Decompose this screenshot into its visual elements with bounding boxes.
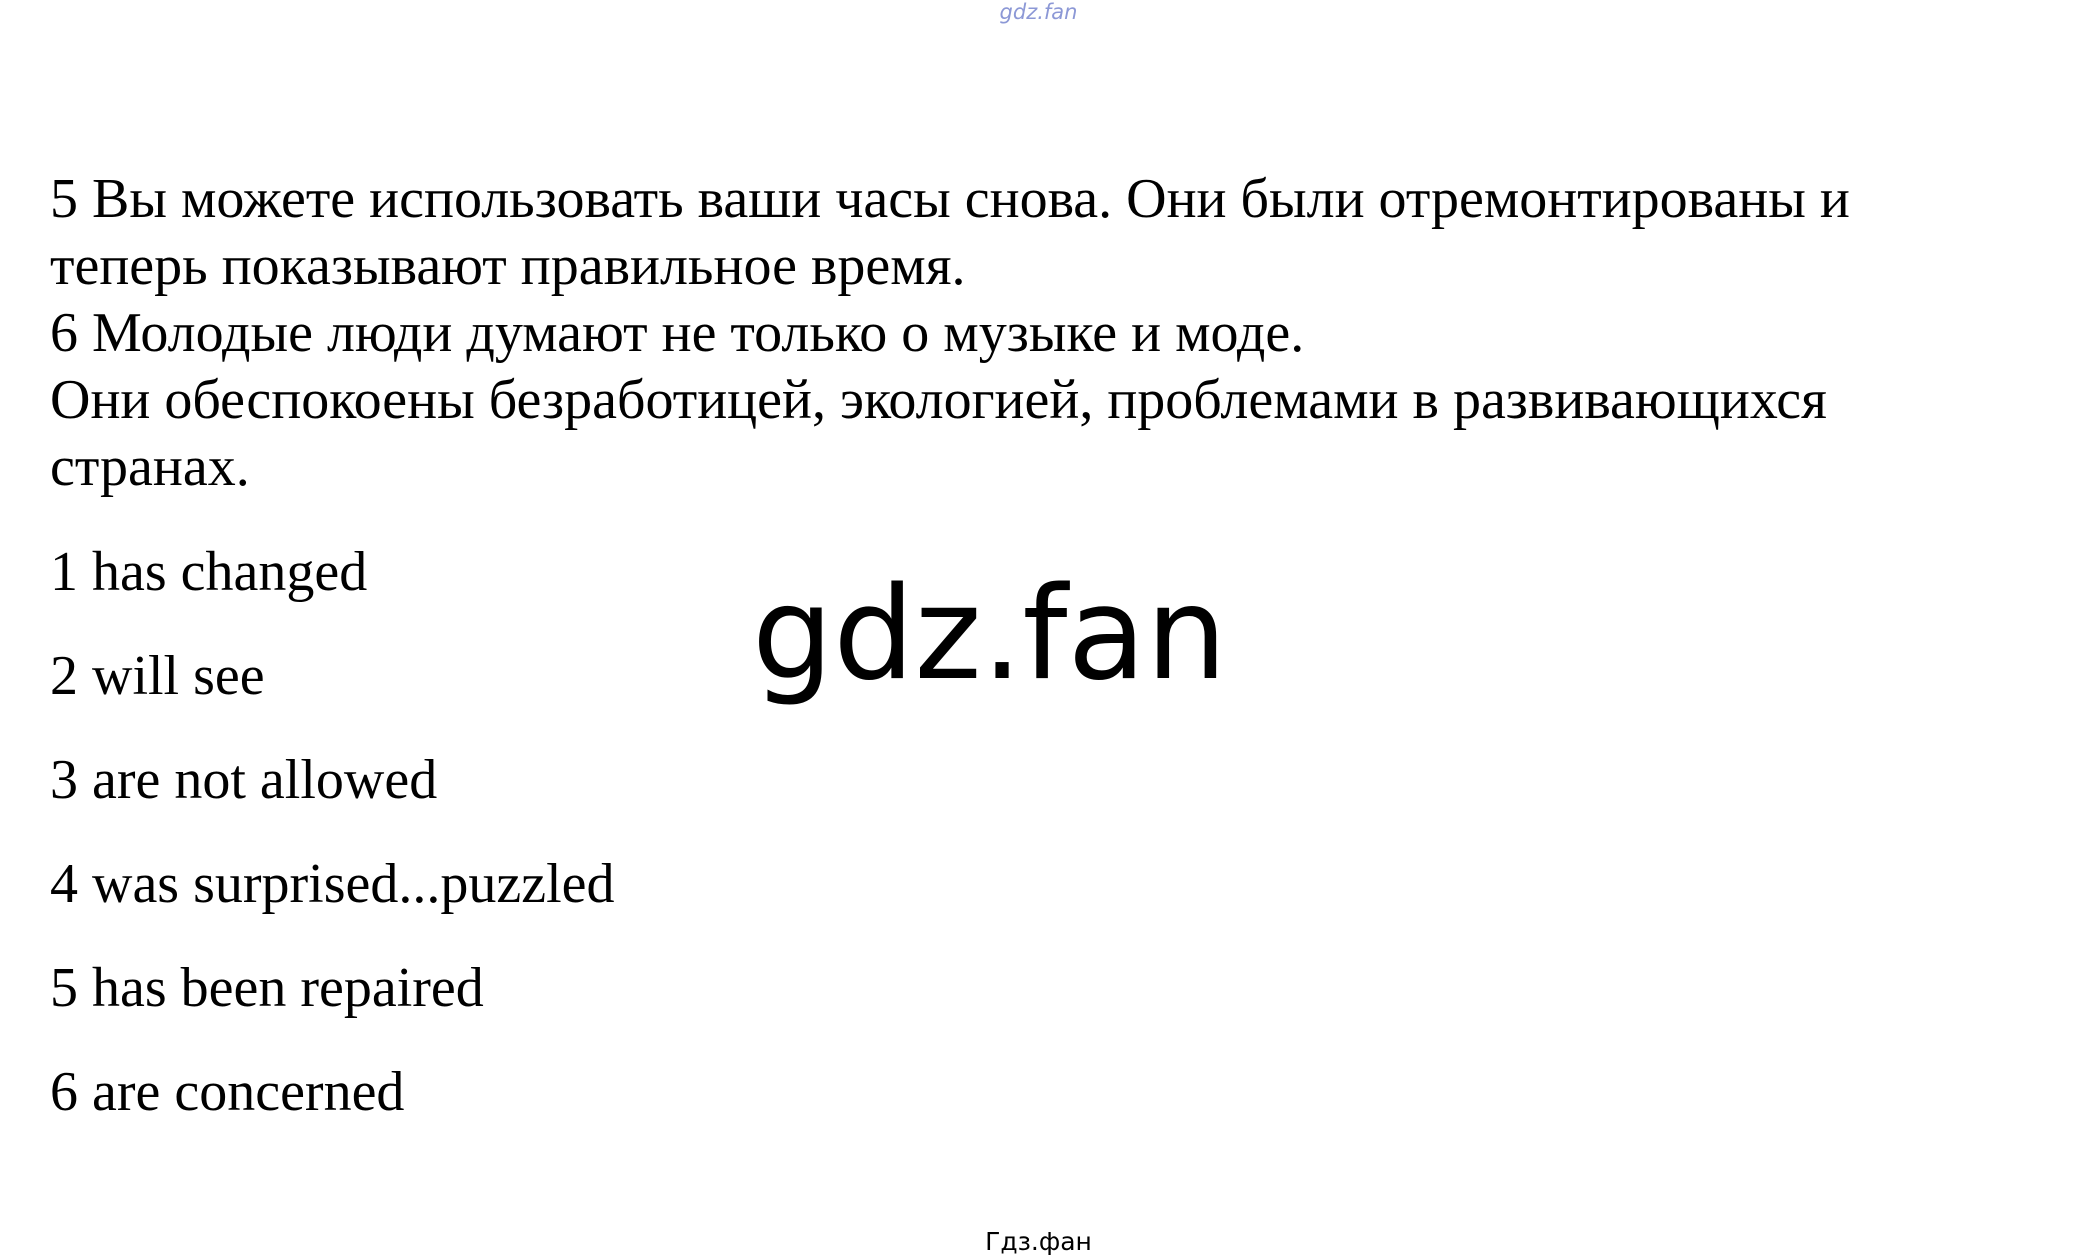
answer-item: 2 will see — [50, 645, 265, 707]
text-line: теперь показывают правильное время. — [50, 235, 966, 297]
answer-item: 6 are concerned — [50, 1061, 405, 1123]
top-watermark: gdz.fan — [999, 0, 1078, 24]
answer-item: 1 has changed — [50, 541, 368, 603]
answer-item: 4 was surprised...puzzled — [50, 853, 615, 915]
center-watermark: gdz.fan — [752, 560, 1227, 709]
footer-watermark: Гдз.фан — [985, 1227, 1092, 1256]
text-line: странах. — [50, 436, 250, 498]
russian-translation-text — [50, 166, 2030, 501]
text-line: 6 Молодые люди думают не только о музыке и моде. — [50, 302, 1305, 364]
text-line: 5 Вы можете использовать ваши часы снова. Они были отремонтированы и — [50, 168, 1850, 230]
answer-item: 3 are not allowed — [50, 749, 438, 811]
answer-item: 5 has been repaired — [50, 957, 484, 1019]
text-line: Они обеспокоены безработицей, экологией, проблемами в развивающихся — [50, 369, 1827, 431]
